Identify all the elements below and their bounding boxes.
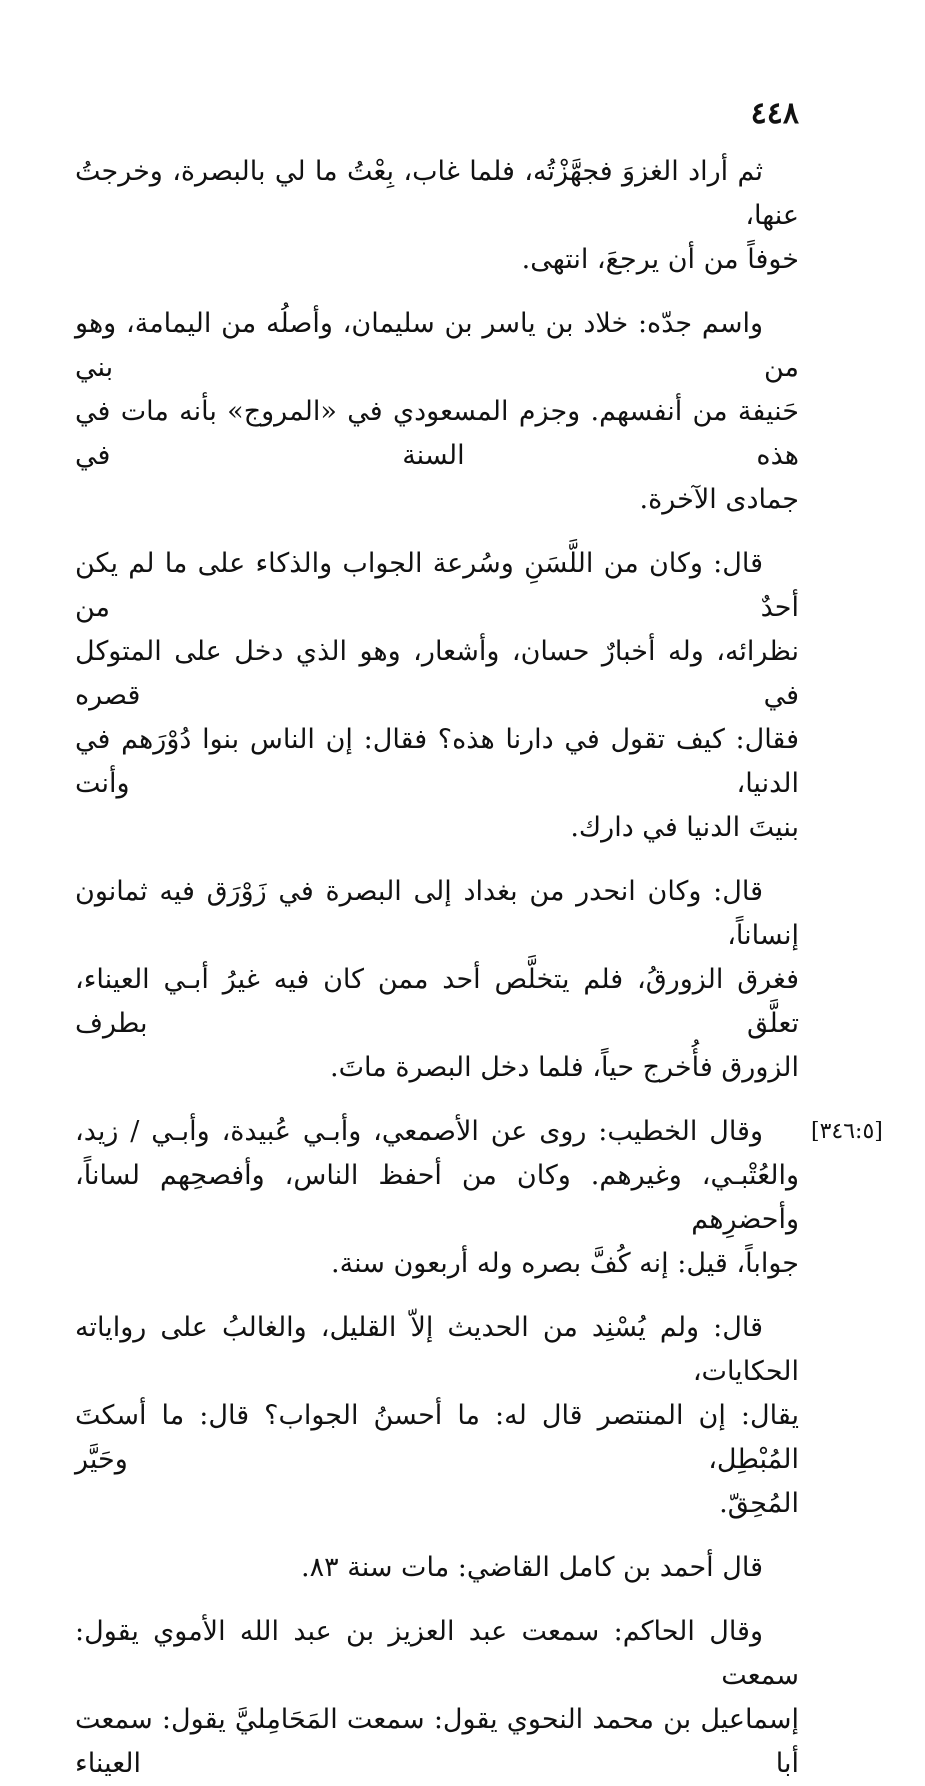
text-line: الزورق فأُخرج حياً، فلما دخل البصرة ماتَ. [330,1052,799,1083]
text-line: وقال الخطيب: روى عن الأصمعي، وأبـي عُبيدة، وأبـي / زيد، [75,1116,763,1147]
paragraph-4 [75,870,799,1090]
text-line: قال أحمد بن كامل القاضي: مات سنة ٨٣. [301,1552,763,1583]
body-text [75,150,883,1786]
paragraph-2 [75,302,799,522]
paragraph-6 [75,1306,799,1526]
text-line: نظرائه، وله أخبارٌ حسان، وأشعار، وهو الذي دخل على المتوكل في قصره [75,636,799,711]
text-line: قال: ولم يُسْنِد من الحديث إلاّ القليل، والغالبُ على رواياته الحكايات، [75,1312,799,1387]
text-line: حَنيفة من أنفسهم. وجزم المسعودي في «المروج» بأنه مات في هذه السنة في [75,396,799,471]
paragraph-3 [75,542,799,850]
margin-reference: [٣٤٦:٥] [811,1119,883,1144]
text-line: بنيتَ الدنيا في دارك. [570,812,799,843]
paragraph-7 [75,1546,799,1590]
text-line: جواباً، قيل: إنه كُفَّ بصره وله أربعون سنة. [331,1248,799,1279]
text-line: فقال: كيف تقول في دارنا هذه؟ فقال: إن الناس بنوا دُوْرَهم في الدنيا، وأنت [75,724,799,799]
text-line: وقال الحاكم: سمعت عبد العزيز بن عبد الله الأموي يقول: سمعت [75,1616,799,1691]
paragraph-8 [75,1610,799,1786]
paragraph-5-wrap [75,1110,883,1286]
text-line: قال: وكان من اللَّسَنِ وسُرعة الجواب والذكاء على ما لم يكن أحدٌ من [75,548,799,623]
text-line: خوفاً من أن يرجعَ، انتهى. [521,244,799,275]
text-line: إسماعيل بن محمد النحوي يقول: سمعت المَحَامِليَّ يقول: سمعت أبا العيناء [75,1704,799,1779]
text-line: يقال: إن المنتصر قال له: ما أحسنُ الجواب؟ قال: ما أسكتَ المُبْطِل، وحَيَّر [75,1400,799,1475]
text-line: واسم جدّه: خلاد بن ياسر بن سليمان، وأصلُه من اليمامة، وهو من بني [75,308,799,383]
paragraph-5 [75,1110,799,1286]
text-line: جمادى الآخرة. [639,484,799,515]
text-line: قال: وكان انحدر من بغداد إلى البصرة في زَوْرَق فيه ثمانون إنساناً، [75,876,799,951]
page-number: ٤٤٨ [750,96,799,131]
text-line: فغرق الزورقُ، فلم يتخلَّص أحد ممن كان فيه غيرُ أبـي العيناء، تعلَّق بطرف [75,964,799,1039]
paragraph-1 [75,150,799,282]
text-line: المُحِقّ. [719,1488,799,1519]
text-line: والعُتْبـي، وغيرهم. وكان من أحفظ الناس، وأفصحِهم لساناً، وأحضرِهم [75,1160,799,1235]
text-line: ثم أراد الغزوَ فجهَّزْتُه، فلما غاب، بِعْتُ ما لي بالبصرة، وخرجتُ عنها، [75,156,799,231]
